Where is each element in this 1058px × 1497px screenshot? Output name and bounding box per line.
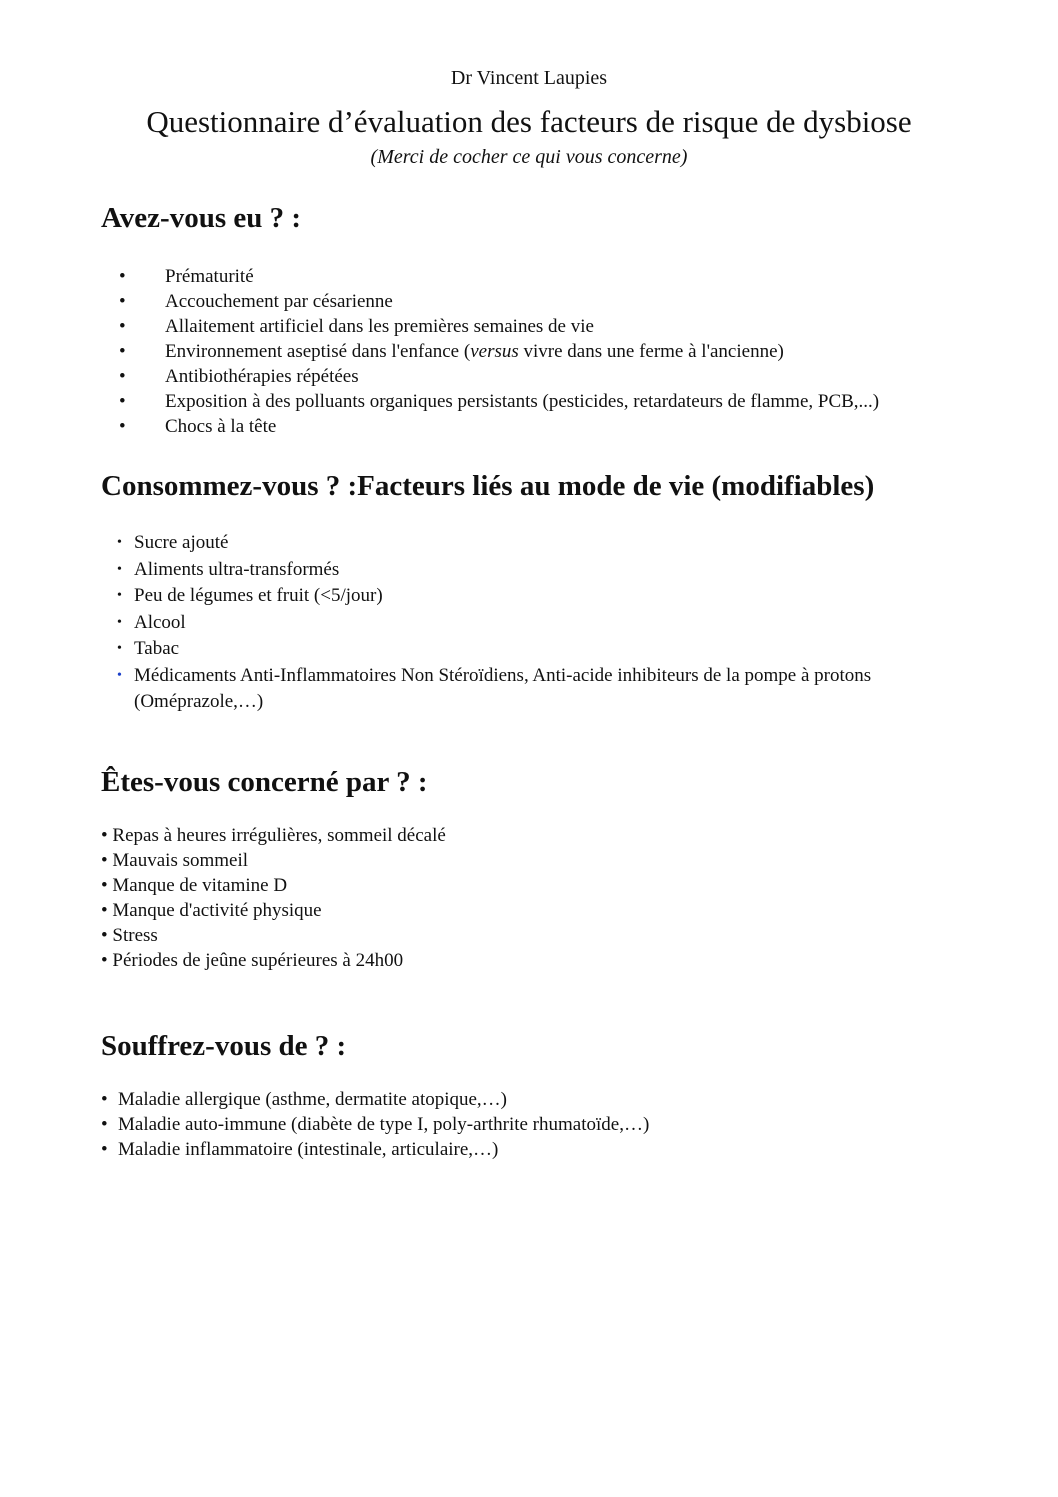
list-item-text: Accouchement par césarienne bbox=[165, 291, 393, 312]
risk-factor-list-conditions bbox=[101, 1087, 921, 1162]
list-item-emphasis: versus bbox=[470, 341, 519, 362]
list-item: • Mauvais sommeil bbox=[101, 850, 249, 871]
list-item-text: Tabac bbox=[134, 638, 180, 659]
list-item-text: Maladie auto-immune (diabète de type I, poly-arthrite rhumatoïde,…) bbox=[118, 1114, 650, 1135]
risk-factor-list-history bbox=[101, 264, 921, 439]
list-item-text: Allaitement artificiel dans les premières semaines de vie bbox=[165, 316, 594, 337]
bullet-icon: • bbox=[101, 1114, 108, 1135]
list-item bbox=[101, 364, 921, 389]
section-heading-etes-vous-concerne: Êtes-vous concerné par ? : bbox=[101, 766, 428, 798]
bullet-icon: • bbox=[101, 1139, 108, 1160]
list-item bbox=[101, 636, 921, 663]
list-item bbox=[101, 414, 921, 439]
list-item: • Manque d'activité physique bbox=[101, 900, 322, 921]
list-item bbox=[101, 610, 921, 637]
list-item-text: Maladie inflammatoire (intestinale, articulaire,…) bbox=[118, 1139, 499, 1160]
list-item-text-end: vivre dans une ferme à l'ancienne) bbox=[518, 341, 784, 362]
bullet-icon: • bbox=[119, 391, 126, 412]
section-heading-souffrez-vous-de: Souffrez-vous de ? : bbox=[101, 1030, 347, 1062]
list-item bbox=[101, 1137, 921, 1162]
list-item bbox=[101, 663, 921, 716]
bullet-icon: • bbox=[101, 1089, 108, 1110]
section-heading-avez-vous-eu: Avez-vous eu ? : bbox=[101, 202, 302, 234]
bullet-icon: • bbox=[117, 614, 122, 630]
risk-factor-list-habits bbox=[101, 823, 921, 973]
section-heading-consommez-vous: Consommez-vous ? :Facteurs liés au mode de vie (modifiables) bbox=[101, 470, 875, 502]
list-item-text: Sucre ajouté bbox=[134, 532, 229, 553]
list-item-text: Maladie allergique (asthme, dermatite atopique,…) bbox=[118, 1089, 508, 1110]
list-item bbox=[101, 339, 921, 364]
list-item bbox=[101, 530, 921, 557]
list-item-text: Chocs à la tête bbox=[165, 416, 277, 437]
bullet-icon: • bbox=[119, 341, 126, 362]
bullet-icon: • bbox=[117, 535, 122, 550]
list-item: • Manque de vitamine D bbox=[101, 875, 288, 896]
list-item bbox=[101, 1087, 921, 1112]
bullet-icon: • bbox=[119, 316, 126, 337]
document-title: Questionnaire d’évaluation des facteurs de risque de dysbiose bbox=[146, 104, 912, 139]
list-item-text: Alcool bbox=[134, 611, 186, 633]
list-item bbox=[101, 289, 921, 314]
list-item bbox=[101, 314, 921, 339]
list-item-text: Peu de légumes et fruit (<5/jour) bbox=[134, 585, 383, 606]
blue-bullet-icon: • bbox=[117, 667, 122, 683]
list-item-text: Médicaments Anti-Inflammatoires Non Stéroïdiens, Anti-acide inhibiteurs de la pompe à protons (Oméprazole,…) bbox=[134, 664, 872, 712]
document-author: Dr Vincent Laupies bbox=[450, 67, 608, 89]
list-item bbox=[101, 583, 921, 610]
list-item-text: Aliments ultra-transformés bbox=[134, 558, 340, 580]
list-item: • Périodes de jeûne supérieures à 24h00 bbox=[101, 950, 404, 971]
bullet-icon: • bbox=[117, 641, 122, 656]
list-item: • Repas à heures irrégulières, sommeil décalé bbox=[101, 825, 446, 846]
list-item-text: Antibiothérapies répétées bbox=[165, 366, 359, 387]
list-item-text: Prématurité bbox=[165, 266, 254, 287]
list-item-text-start: Environnement aseptisé dans l'enfance ( bbox=[165, 341, 471, 362]
list-item bbox=[101, 264, 921, 289]
bullet-icon: • bbox=[119, 291, 126, 312]
bullet-icon: • bbox=[117, 588, 122, 603]
list-item-text: Exposition à des polluants organiques persistants (pesticides, retardateurs de flamme, PCB,...) bbox=[165, 391, 880, 412]
list-item: • Stress bbox=[101, 925, 158, 946]
bullet-icon: • bbox=[117, 561, 122, 577]
list-item bbox=[101, 557, 921, 584]
list-item bbox=[101, 1112, 921, 1137]
list-item bbox=[101, 389, 921, 414]
bullet-icon: • bbox=[119, 366, 126, 387]
risk-factor-list-lifestyle bbox=[101, 530, 921, 716]
bullet-icon: • bbox=[119, 416, 126, 437]
bullet-icon: • bbox=[119, 266, 126, 287]
document-subtitle: (Merci de cocher ce qui vous concerne) bbox=[370, 146, 688, 168]
